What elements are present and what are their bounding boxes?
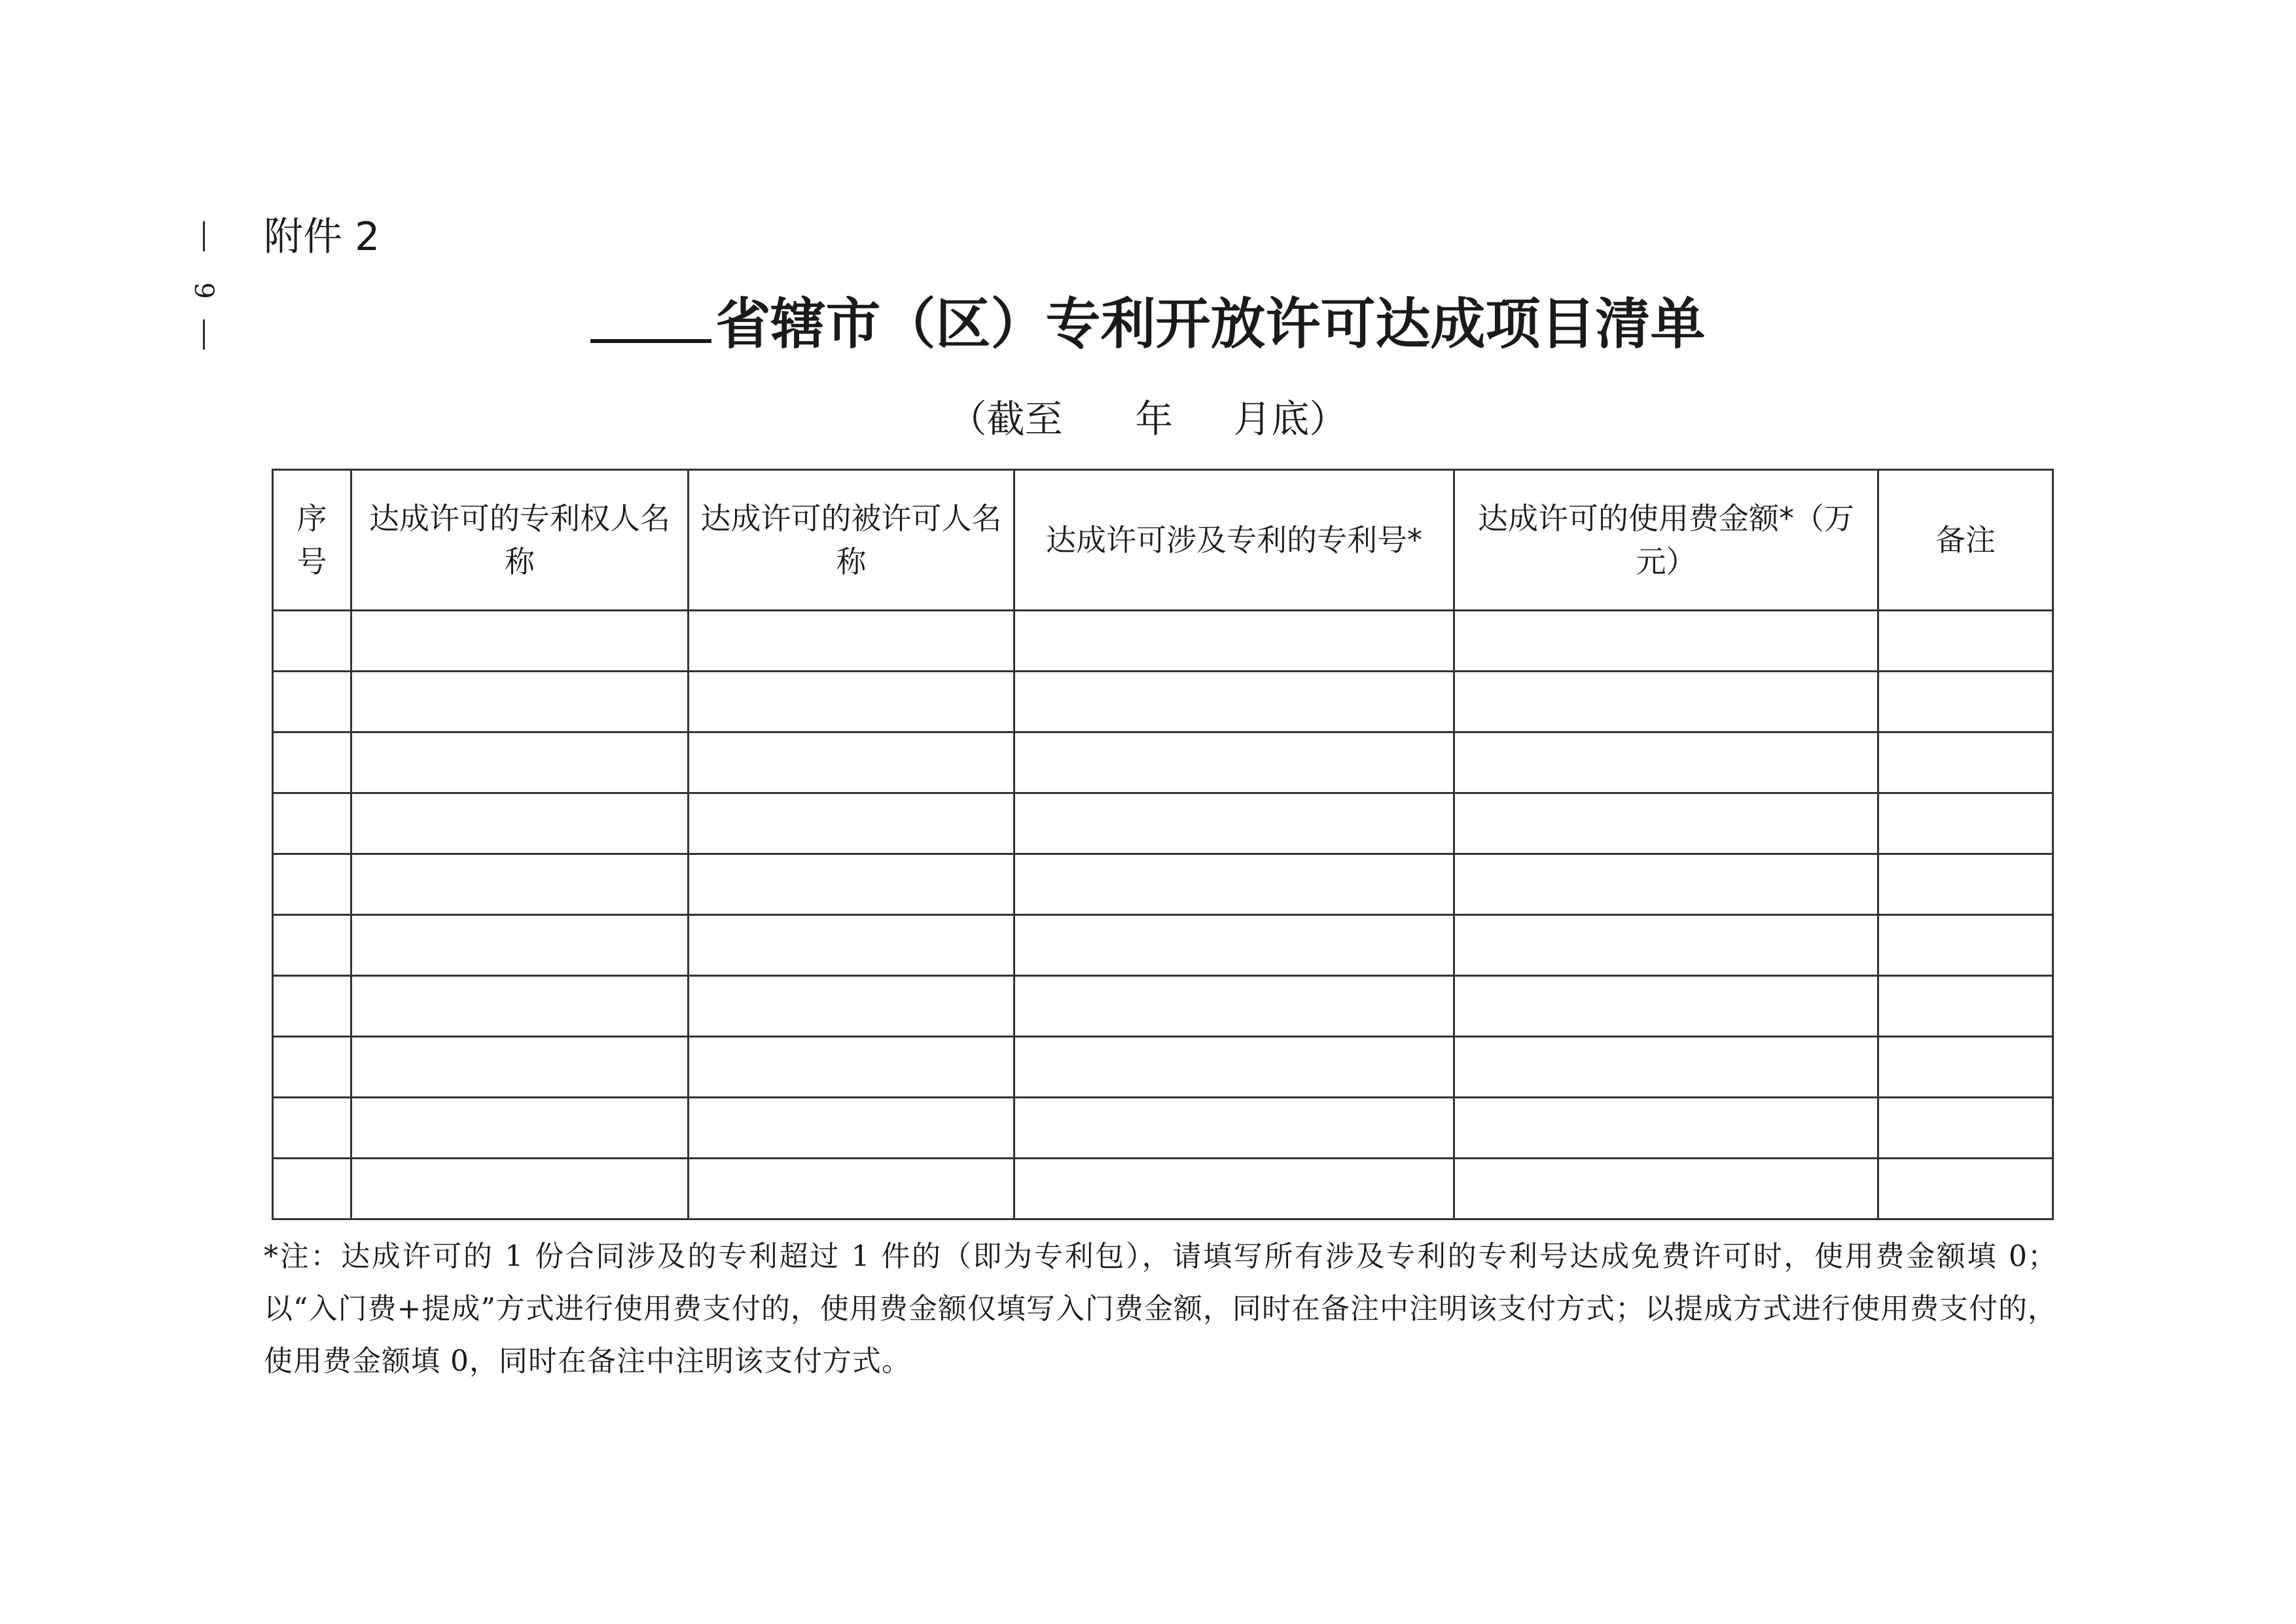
cell-patentee-name[interactable] bbox=[351, 793, 689, 854]
table-row bbox=[273, 1037, 2053, 1098]
cell-license-fee[interactable] bbox=[1454, 976, 1878, 1037]
cell-patentee-name[interactable] bbox=[351, 1037, 689, 1098]
cell-serial-number[interactable] bbox=[273, 793, 351, 854]
cell-patent-number[interactable] bbox=[1014, 915, 1454, 976]
project-list-table-container bbox=[272, 469, 2052, 1220]
cell-licensee-name[interactable] bbox=[689, 1098, 1014, 1159]
header-license-fee: 达成许可的使用费金额*（万元） bbox=[1454, 470, 1878, 611]
header-remarks: 备注 bbox=[1878, 470, 2053, 611]
cell-license-fee[interactable] bbox=[1454, 672, 1878, 732]
header-patent-number: 达成许可涉及专利的专利号* bbox=[1014, 470, 1454, 611]
table-row bbox=[273, 732, 2053, 793]
cell-serial-number[interactable] bbox=[273, 732, 351, 793]
table-row bbox=[273, 854, 2053, 915]
page-number-text: 9 bbox=[188, 282, 219, 299]
cell-serial-number[interactable] bbox=[273, 854, 351, 915]
cell-license-fee[interactable] bbox=[1454, 915, 1878, 976]
cell-license-fee[interactable] bbox=[1454, 1037, 1878, 1098]
cell-patentee-name[interactable] bbox=[351, 854, 689, 915]
table-body bbox=[273, 611, 2053, 1219]
cell-remarks[interactable] bbox=[1878, 854, 2053, 915]
cell-licensee-name[interactable] bbox=[689, 732, 1014, 793]
cell-patent-number[interactable] bbox=[1014, 611, 1454, 672]
cell-remarks[interactable] bbox=[1878, 732, 2053, 793]
cell-patentee-name[interactable] bbox=[351, 1159, 689, 1219]
header-licensee-name: 达成许可的被许可人名称 bbox=[689, 470, 1014, 611]
title-fill-blank bbox=[590, 335, 711, 343]
header-serial-number: 序号 bbox=[273, 470, 351, 611]
cell-patentee-name[interactable] bbox=[351, 732, 689, 793]
cell-licensee-name[interactable] bbox=[689, 976, 1014, 1037]
cell-license-fee[interactable] bbox=[1454, 611, 1878, 672]
cell-licensee-name[interactable] bbox=[689, 915, 1014, 976]
project-list-table bbox=[272, 469, 2054, 1220]
table-header-row bbox=[273, 470, 2053, 611]
cell-license-fee[interactable] bbox=[1454, 793, 1878, 854]
cell-remarks[interactable] bbox=[1878, 1159, 2053, 1219]
attachment-label: 附件 2 bbox=[264, 214, 380, 260]
cell-license-fee[interactable] bbox=[1454, 732, 1878, 793]
cell-patent-number[interactable] bbox=[1014, 1098, 1454, 1159]
cell-licensee-name[interactable] bbox=[689, 854, 1014, 915]
cell-patent-number[interactable] bbox=[1014, 672, 1454, 732]
cell-licensee-name[interactable] bbox=[689, 1037, 1014, 1098]
cell-patent-number[interactable] bbox=[1014, 793, 1454, 854]
table-row bbox=[273, 1159, 2053, 1219]
footnote: *注：达成许可的 1 份合同涉及的专利超过 1 件的（即为专利包），请填写所有涉及专利的专利号达成免费许可时，使用费金额填 0；以“入门费+提成”方式进行使用费支付的，使用费金额仅填写入门费金额，同时在备注中注明该支付方式；以提成方式进行使用费支付的，使用费金额填 0，同时在备注中注明该支付方式。 bbox=[264, 1240, 2057, 1378]
cell-remarks[interactable] bbox=[1878, 793, 2053, 854]
table-row bbox=[273, 611, 2053, 672]
cell-licensee-name[interactable] bbox=[689, 1159, 1014, 1219]
table-row bbox=[273, 793, 2053, 854]
cell-patent-number[interactable] bbox=[1014, 1159, 1454, 1219]
cell-licensee-name[interactable] bbox=[689, 672, 1014, 732]
cell-licensee-name[interactable] bbox=[689, 793, 1014, 854]
cell-remarks[interactable] bbox=[1878, 915, 2053, 976]
cell-patentee-name[interactable] bbox=[351, 976, 689, 1037]
cell-licensee-name[interactable] bbox=[689, 611, 1014, 672]
cell-serial-number[interactable] bbox=[273, 672, 351, 732]
cell-patentee-name[interactable] bbox=[351, 1098, 689, 1159]
cell-patent-number[interactable] bbox=[1014, 732, 1454, 793]
cell-serial-number[interactable] bbox=[273, 1159, 351, 1219]
document-title-text: 省辖市（区）专利开放许可达成项目清单 bbox=[715, 291, 1706, 356]
cell-serial-number[interactable] bbox=[273, 915, 351, 976]
cell-patentee-name[interactable] bbox=[351, 672, 689, 732]
cell-serial-number[interactable] bbox=[273, 1098, 351, 1159]
document-subtitle: （截至 年 月底） bbox=[948, 397, 1348, 441]
cell-license-fee[interactable] bbox=[1454, 1098, 1878, 1159]
cell-serial-number[interactable] bbox=[273, 1037, 351, 1098]
table-row bbox=[273, 1098, 2053, 1159]
cell-patent-number[interactable] bbox=[1014, 976, 1454, 1037]
table-row bbox=[273, 976, 2053, 1037]
header-patentee-name: 达成许可的专利权人名称 bbox=[351, 470, 689, 611]
cell-patentee-name[interactable] bbox=[351, 915, 689, 976]
cell-license-fee[interactable] bbox=[1454, 854, 1878, 915]
cell-remarks[interactable] bbox=[1878, 672, 2053, 732]
cell-license-fee[interactable] bbox=[1454, 1159, 1878, 1219]
cell-serial-number[interactable] bbox=[273, 976, 351, 1037]
cell-patent-number[interactable] bbox=[1014, 1037, 1454, 1098]
cell-patent-number[interactable] bbox=[1014, 854, 1454, 915]
cell-patentee-name[interactable] bbox=[351, 611, 689, 672]
table-row bbox=[273, 672, 2053, 732]
cell-serial-number[interactable] bbox=[273, 611, 351, 672]
cell-remarks[interactable] bbox=[1878, 1037, 2053, 1098]
cell-remarks[interactable] bbox=[1878, 976, 2053, 1037]
document-title bbox=[0, 288, 2296, 360]
cell-remarks[interactable] bbox=[1878, 1098, 2053, 1159]
cell-remarks[interactable] bbox=[1878, 611, 2053, 672]
table-row bbox=[273, 915, 2053, 976]
page-number-dash-top bbox=[203, 221, 205, 251]
